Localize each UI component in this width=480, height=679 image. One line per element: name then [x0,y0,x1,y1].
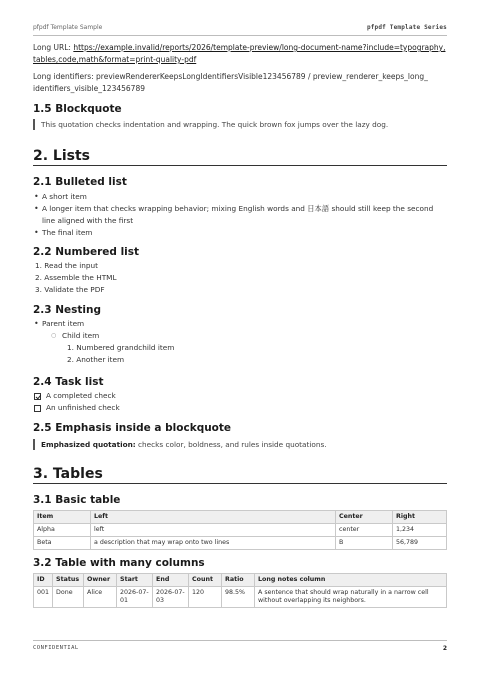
task-item-unfinished [33,402,447,414]
quote-text: checks color, boldness, and rules inside quotations. [138,440,327,449]
page-footer [33,643,447,653]
column-header: Item [34,511,91,524]
column-header: Center [336,511,393,524]
column-header: Ratio [222,574,255,587]
header-divider [33,35,447,36]
table-cell: 2026-07-03 [153,587,189,608]
task-item-completed [33,390,447,402]
column-header: Right [393,511,447,524]
list-item-grandchild: 1. Numbered grandchild item [67,343,175,352]
page-content [33,42,447,608]
table-cell: Alice [84,587,117,608]
long-url-link[interactable]: https://example.invalid/reports/2026/template-preview/long-document-name?include=typography, tables,code,math&format=print-quality-pdf [33,43,446,64]
many-columns-table [33,573,447,608]
list-item: 2. Assemble the HTML [35,273,117,282]
table-row [34,537,447,550]
long-identifiers-value: previewRendererKeepsLongIdentifiersVisible123456789 / preview_renderer_keeps_long_ identifiers_visible_123456789 [33,72,428,93]
nested-list [33,318,447,366]
list-item: • A longer item that checks wrapping behavior; mixing English words and 日本語 should still keep the second line aligned with the first [33,203,447,227]
long-identifiers-label: Long identifiers: [33,72,94,81]
table-cell: a description that may wrap onto two lines [91,537,336,550]
basic-table [33,510,447,550]
heading-3-tables: 3. Tables [33,466,447,484]
heading-3-1: 3.1 Basic table [33,494,121,506]
column-header: Status [53,574,84,587]
page-number: 2 [442,644,447,652]
list-item: • The final item [33,227,447,239]
column-header: ID [34,574,53,587]
table-cell: center [336,524,393,537]
table-cell: B [336,537,393,550]
table-cell: left [91,524,336,537]
table-cell: 001 [34,587,53,608]
heading-2-lists: 2. Lists [33,148,447,166]
list-item: • A short item [33,191,447,203]
series-name: pfpdf Template Series [366,23,447,31]
table-row [34,524,447,537]
task-label: A completed check [46,391,116,400]
heading-2-2: 2.2 Numbered list [33,246,140,258]
column-header: Start [117,574,153,587]
column-header: Count [189,574,222,587]
table-cell: A sentence that should wrap naturally in a narrow cell without overlapping its neighbors. [255,587,447,608]
table-cell: Alpha [34,524,91,537]
document-title: pfpdf Template Sample [33,23,103,31]
page-header [33,21,447,33]
table-cell: Done [53,587,84,608]
list-item-child [42,330,447,342]
confidential-label: CONFIDENTIAL [33,645,79,651]
table-cell: 1,234 [393,524,447,537]
task-label: An unfinished check [46,403,120,412]
heading-2-5: 2.5 Emphasis inside a blockquote [33,422,232,434]
emphasis-blockquote [33,439,447,450]
parent-item-label: Parent item [42,319,85,328]
list-item: 1. Read the input [35,261,98,270]
list-item: 3. Validate the PDF [35,285,105,294]
emphasized-text: Emphasized quotation: [41,440,136,449]
table-cell: 56,789 [393,537,447,550]
column-header: Long notes column [255,574,447,587]
checked-checkbox-icon[interactable] [34,393,41,400]
column-header: End [153,574,189,587]
table-header-row [34,511,447,524]
numbered-list [33,260,447,296]
long-identifiers-paragraph [33,71,447,95]
unchecked-checkbox-icon[interactable] [34,405,41,412]
heading-3-2: 3.2 Table with many columns [33,557,205,569]
heading-2-4: 2.4 Task list [33,376,104,388]
list-item-parent [33,318,447,366]
blockquote: This quotation checks indentation and wrapping. The quick brown fox jumps over the lazy dog. [33,119,447,130]
table-row [34,587,447,608]
table-cell: 98.5% [222,587,255,608]
long-url-label: Long URL: [33,43,71,52]
task-list [33,390,447,414]
child-item-label: Child item [62,331,100,340]
footer-divider [33,640,447,641]
table-cell: 2026-07-01 [117,587,153,608]
table-header-row [34,574,447,587]
table-cell: Beta [34,537,91,550]
long-url-paragraph [33,42,447,66]
bulleted-list [33,191,447,239]
column-header: Owner [84,574,117,587]
list-item-grandchild: 2. Another item [67,355,125,364]
heading-2-3: 2.3 Nesting [33,304,102,316]
column-header: Left [91,511,336,524]
table-cell: 120 [189,587,222,608]
heading-2-1: 2.1 Bulleted list [33,176,127,188]
heading-1-5: 1.5 Blockquote [33,103,122,115]
